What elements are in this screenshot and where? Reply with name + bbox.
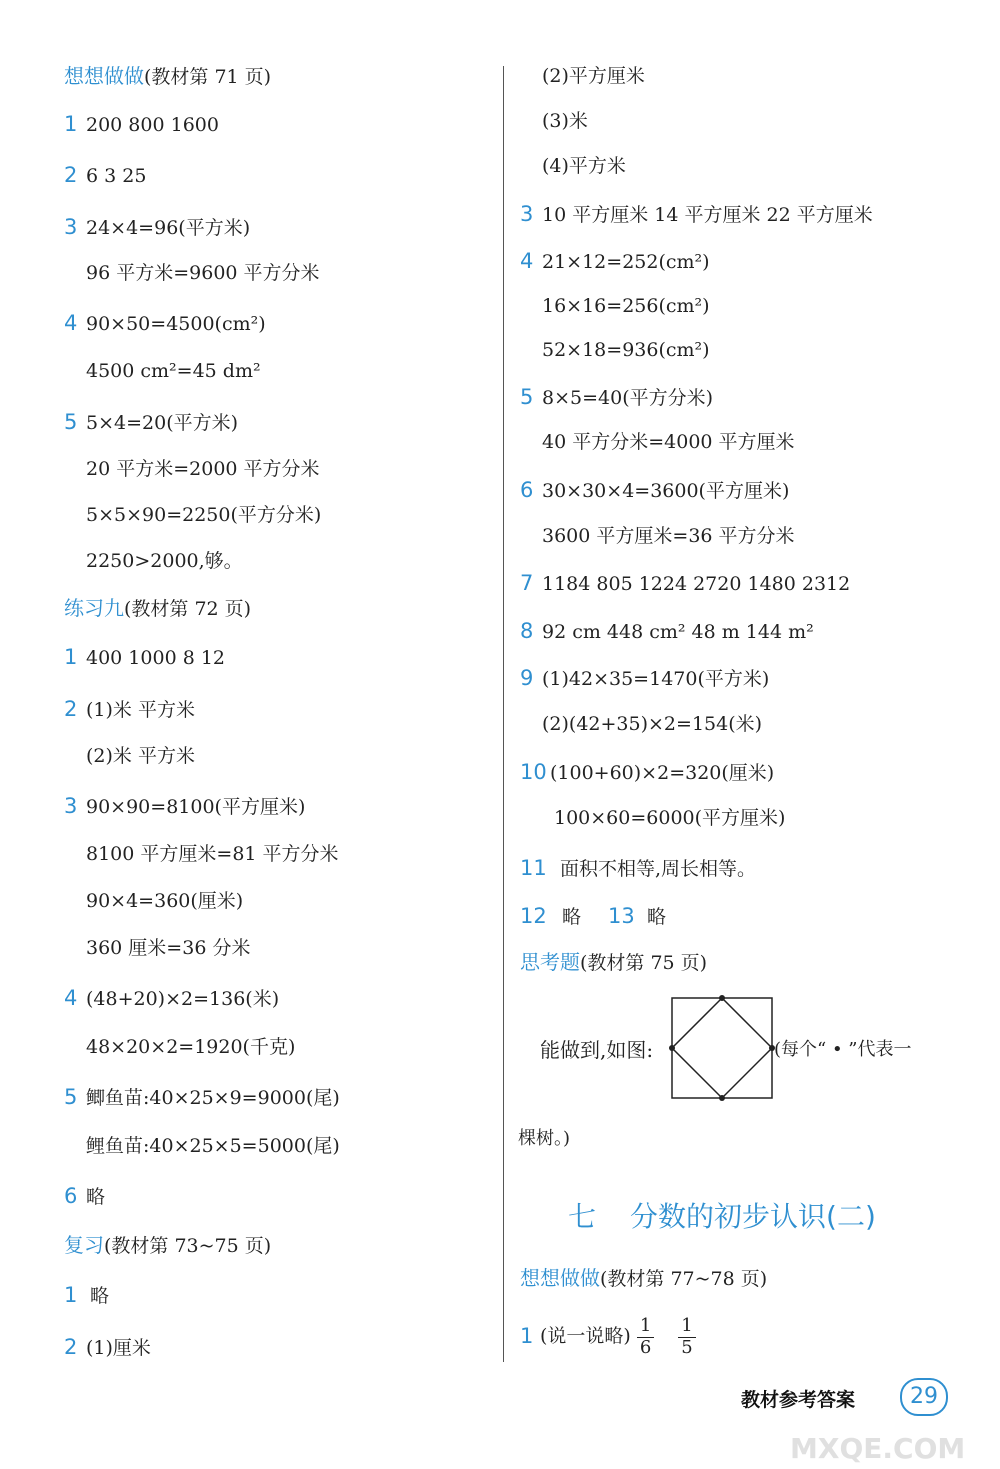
chapter-title: 分数的初步认识(二) <box>630 1200 876 1233</box>
section-ref: (教材第 75 页) <box>580 952 708 974</box>
question-number: 1 <box>64 112 78 136</box>
section-header <box>64 66 271 87</box>
answer-line: (100+60)×2=320(厘米) <box>550 762 775 784</box>
tree-dot <box>719 995 725 1001</box>
fraction-numerator: 1 <box>681 1314 693 1336</box>
question-number: 2 <box>64 1335 78 1359</box>
question-number: 1 <box>520 1324 534 1348</box>
answer-line: (1)米 平方米 <box>86 699 195 721</box>
question-number: 2 <box>64 163 78 187</box>
answer-line: 24×4=96(平方米) <box>86 217 251 239</box>
answer-line: 96 平方米=9600 平方分米 <box>86 262 320 284</box>
answer-line: 10 平方厘米 14 平方厘米 22 平方厘米 <box>542 204 873 226</box>
question-number: 5 <box>64 1085 78 1109</box>
answer-line: (4)平方米 <box>542 155 626 177</box>
answer-line: 90×4=360(厘米) <box>86 890 244 912</box>
answer-line: 90×50=4500(cm²) <box>86 313 266 335</box>
answer-line: 略 <box>647 906 667 928</box>
answer-line: (3)米 <box>542 110 588 132</box>
answer-line: 360 厘米=36 分米 <box>86 937 251 959</box>
answer-line: 48×20×2=1920(千克) <box>86 1036 296 1058</box>
section-header <box>520 952 707 973</box>
answer-line: 90×90=8100(平方厘米) <box>86 796 306 818</box>
answer-line: 6 3 25 <box>86 165 147 187</box>
section-header <box>64 1235 271 1256</box>
question-number: 6 <box>64 1184 78 1208</box>
question-number: 4 <box>520 249 534 273</box>
tree-dot <box>669 1045 675 1051</box>
section-ref: (教材第 71 页) <box>144 66 272 88</box>
answer-line: 400 1000 8 12 <box>86 647 226 669</box>
question-number: 1 <box>64 645 78 669</box>
section-title: 想想做做 <box>64 64 144 88</box>
answer-line: 92 cm 448 cm² 48 m 144 m² <box>542 621 814 643</box>
section-header <box>64 598 251 619</box>
fraction <box>637 1316 654 1358</box>
question-number: 4 <box>64 311 78 335</box>
answer-line: (2)米 平方米 <box>86 745 195 767</box>
answer-line: 面积不相等,周长相等。 <box>560 858 757 880</box>
section-ref: (教材第 77~78 页) <box>600 1268 768 1290</box>
question-number: 6 <box>520 478 534 502</box>
answer-line: (1)厘米 <box>86 1337 151 1359</box>
answer-line: (2)平方厘米 <box>542 65 645 87</box>
answer-line: 鲫鱼苗:40×25×9=9000(尾) <box>86 1087 340 1109</box>
section-header <box>520 1268 767 1289</box>
column-divider <box>503 66 504 1362</box>
question-number: 3 <box>64 215 78 239</box>
question-number: 1 <box>64 1283 78 1307</box>
section-title: 复习 <box>64 1233 104 1257</box>
answer-line: (48+20)×2=136(米) <box>86 988 280 1010</box>
answer-line: (每个“ • ”代表一 <box>774 1039 912 1060</box>
question-number: 9 <box>520 666 534 690</box>
fraction-denominator: 5 <box>678 1337 695 1359</box>
answer-line: 21×12=252(cm²) <box>542 251 710 273</box>
question-number: 12 <box>520 904 547 928</box>
question-number: 3 <box>520 202 534 226</box>
answer-line: 1184 805 1224 2720 1480 2312 <box>542 573 851 595</box>
question-number: 5 <box>64 410 78 434</box>
answer-line: 16×16=256(cm²) <box>542 295 710 317</box>
fraction <box>678 1316 695 1358</box>
outer-square <box>672 998 772 1098</box>
question-number: 10 <box>520 760 547 784</box>
answer-line: 棵树。) <box>518 1128 571 1149</box>
tree-square-diagram <box>666 992 778 1104</box>
page-number: 29 <box>900 1378 948 1416</box>
fraction-denominator: 6 <box>637 1337 654 1359</box>
question-number: 3 <box>64 794 78 818</box>
answer-line: 30×30×4=3600(平方厘米) <box>542 480 790 502</box>
answer-line: 40 平方分米=4000 平方厘米 <box>542 431 795 453</box>
answer-line: 鲤鱼苗:40×25×5=5000(尾) <box>86 1135 340 1157</box>
chapter-heading <box>568 1195 876 1235</box>
answer-line: 20 平方米=2000 平方分米 <box>86 458 320 480</box>
answer-line: 8100 平方厘米=81 平方分米 <box>86 843 339 865</box>
answer-line: 略 <box>86 1186 106 1208</box>
section-title: 思考题 <box>520 950 580 974</box>
section-title: 练习九 <box>64 596 124 620</box>
answer-line: 4500 cm²=45 dm² <box>86 360 261 382</box>
answer-line: 5×5×90=2250(平方分米) <box>86 504 322 526</box>
answer-line: (1)42×35=1470(平方米) <box>542 668 770 690</box>
watermark: MXQE.COM <box>790 1432 966 1465</box>
fraction-numerator: 1 <box>639 1314 652 1336</box>
answer-line: 200 800 1600 <box>86 114 219 136</box>
answer-line: 能做到,如图: <box>540 1038 654 1062</box>
section-ref: (教材第 72 页) <box>124 598 252 620</box>
chapter-number: 七 <box>568 1200 597 1233</box>
question-number: 5 <box>520 385 534 409</box>
answer-line: (2)(42+35)×2=154(米) <box>542 713 763 735</box>
section-title: 想想做做 <box>520 1266 600 1290</box>
answer-line: 略 <box>562 906 582 928</box>
answer-line: 5×4=20(平方米) <box>86 412 239 434</box>
answer-line: 52×18=936(cm²) <box>542 339 710 361</box>
answer-line: 2250>2000,够。 <box>86 550 243 572</box>
question-number: 11 <box>520 856 547 880</box>
answer-line: 略 <box>90 1285 110 1307</box>
inner-diamond <box>672 998 772 1098</box>
question-number: 8 <box>520 619 534 643</box>
question-number: 13 <box>608 904 635 928</box>
answer-line: 8×5=40(平方分米) <box>542 387 714 409</box>
answer-line <box>540 1312 714 1360</box>
answer-line: 3600 平方厘米=36 平方分米 <box>542 525 795 547</box>
answer-line: 100×60=6000(平方厘米) <box>554 807 786 829</box>
answer-text: (说一说略) <box>540 1325 631 1347</box>
question-number: 2 <box>64 697 78 721</box>
question-number: 4 <box>64 986 78 1010</box>
tree-dot <box>719 1095 725 1101</box>
question-number: 7 <box>520 571 534 595</box>
footer-label: 教材参考答案 <box>741 1389 856 1411</box>
section-ref: (教材第 73~75 页) <box>104 1235 272 1257</box>
